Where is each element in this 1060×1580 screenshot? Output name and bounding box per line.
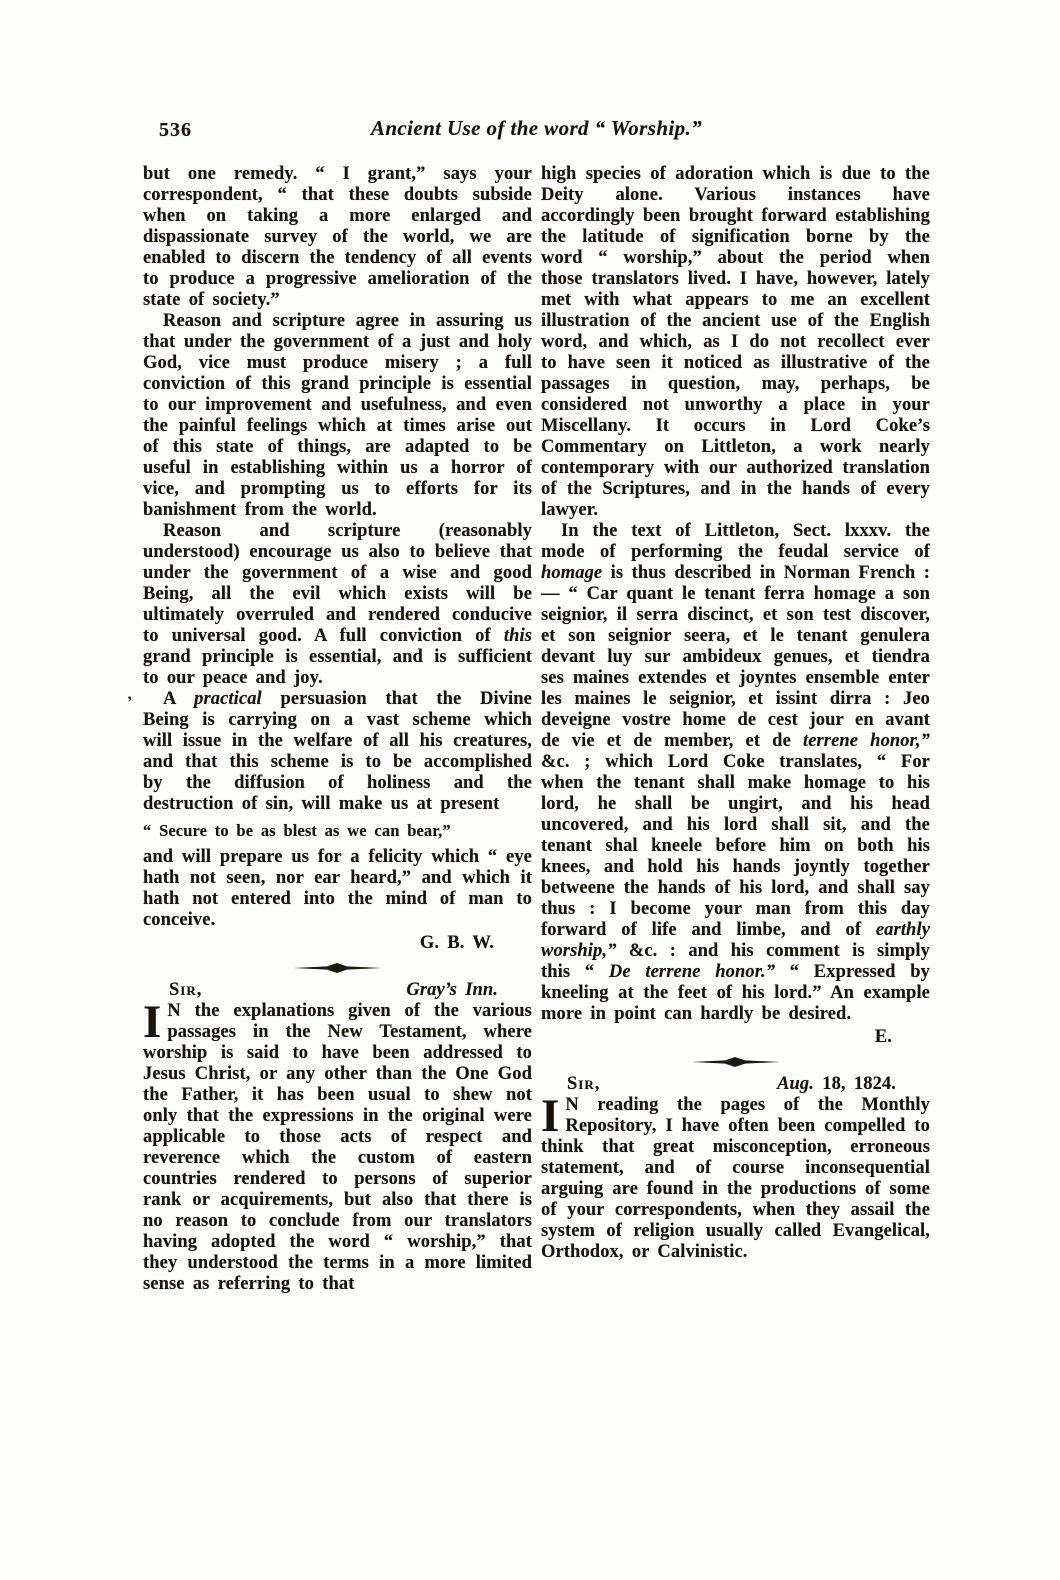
italic-text: De terrene honor.” xyxy=(608,962,776,982)
text-run: “ Secure to be as blest as we can bear,” xyxy=(143,821,451,840)
italic-text: homage xyxy=(541,563,603,583)
salutation-dateline xyxy=(777,1074,930,1095)
italic-text: Aug. xyxy=(777,1074,814,1094)
text-run: high species of adoration which is due to the Deity alone. Various instances have accordingly been brought forward establishing the latitude of signification borne by the word “ worship,” about the period when those translators lived. I have, however, lately met with what appears to me an excellent illustration of the ancient use of the English word, and which, as I do not recollect ever to have seen it noticed as illustrative of the passages in question, may, perhaps, be considered not unworthy a place in your Miscellany. It occurs in Lord Coke’s Commentary on Littleton, a work nearly contemporary with our authorized translation of the Scriptures, and in the hands of every lawyer. xyxy=(541,164,930,520)
salutation-dateline xyxy=(406,980,532,1001)
paragraph xyxy=(143,164,532,311)
text-run: G. B. W. xyxy=(419,933,494,953)
paragraph xyxy=(143,311,532,521)
italic-text: this xyxy=(503,626,532,646)
paragraph xyxy=(541,521,930,1025)
text-run: Reason and scripture (reasonably understood) encourage us also to believe that under the government of a wise and good Being, all the evil which exists will be ultimately overruled and rendered conducive to universal good. A full conviction of xyxy=(143,521,532,646)
verse-quote xyxy=(143,820,532,841)
italic-text: practical xyxy=(194,689,262,709)
right-column xyxy=(541,164,930,1295)
salutation xyxy=(143,980,532,1001)
text-run: Reason and scripture agree in assuring us that under the government of a just and holy God, vice must produce misery ; a full conviction of this grand principle is essential to our improvement and usefulness, and even the painful feelings which at times arise out of this state of things, are adapted to be useful in establishing within us a horror of vice, and prompting us to efforts for its banishment from the world. xyxy=(143,311,532,520)
italic-text: earthly worship,” xyxy=(541,920,930,961)
ink-artifact: ’ xyxy=(126,693,135,712)
drop-cap: I xyxy=(541,1090,560,1142)
signature xyxy=(143,933,532,954)
salutation xyxy=(541,1074,930,1095)
text-run: 18, 1824. xyxy=(814,1074,896,1094)
section-divider xyxy=(541,1057,930,1067)
text-run: &c. : and his comment is simply this “ xyxy=(541,941,930,982)
two-column-layout xyxy=(143,164,930,1295)
signature xyxy=(541,1027,930,1048)
italic-text: Gray’s Inn. xyxy=(406,980,498,1000)
drop-cap: I xyxy=(143,996,162,1048)
paragraph xyxy=(143,996,532,1295)
section-divider xyxy=(143,963,532,973)
swelled-rule-icon xyxy=(294,963,382,973)
page-content xyxy=(143,116,930,1295)
text-run: N the explanations given of the various passages in the New Testament, where worship is said to have been addressed to Jesus Christ, or any other than the One God the Father, it has been usual to shew not only that the expressions in the original were applicable to those acts of respect and reverence which the custom of eastern countries rendered to persons of superior rank or acquirements, but also that there is no reason to conclude from our translators having adopted the word “ worship,” that they understood the terms in a more limited sense as referring to that xyxy=(143,1001,532,1294)
salutation-addressee: Sir, xyxy=(169,980,203,1000)
text-run: N reading the pages of the Monthly Repository, I have often been compelled to think that great misconception, erroneous statement, and of course inconsequential arguing are found in the productions of some of your correspondents, when they assail the system of religion usually called Evangelical, Orthodox, or Calvinistic. xyxy=(541,1095,930,1262)
text-run: E. xyxy=(874,1027,892,1047)
page-title: Ancient Use of the word “ Worship.” xyxy=(370,116,703,140)
text-run: is thus described in Norman French :— “ Car quant le tenant ferra homage a son seignior, il serra discinct, et son test discover, et son seignior seera, et le tenant genulera devant luy sur ambideux genues, et tiendra ses maines extendes et joyntes ensemble enter les maines le seignior, et issint dirra : Jeo deveigne vostre home de cest jour en avant de vie et de member, et de xyxy=(541,563,930,751)
swelled-rule-icon xyxy=(692,1057,780,1067)
page-header xyxy=(143,116,930,150)
paragraph xyxy=(143,847,532,931)
paragraph xyxy=(541,164,930,521)
text-run: grand principle is essential, and is sufficient to our peace and joy. xyxy=(143,647,532,688)
paragraph xyxy=(143,689,532,815)
text-run: and will prepare us for a felicity which “ eye hath not seen, nor ear heard,” and which it hath not entered into the mind of man to conceive. xyxy=(143,847,532,930)
paragraph xyxy=(541,1090,930,1263)
salutation-addressee: Sir, xyxy=(567,1074,601,1094)
text-run: In the text of Littleton, Sect. lxxxv. the mode of performing the feudal service of xyxy=(541,521,930,562)
text-run: “ Expressed by kneeling at the feet of his lord.” An example more in point can hardly be desired. xyxy=(541,962,930,1024)
page-number: 536 xyxy=(159,119,192,141)
paragraph xyxy=(143,521,532,689)
italic-text: terrene honor,” xyxy=(802,731,931,751)
text-run: A xyxy=(163,689,195,709)
left-column xyxy=(143,164,532,1295)
text-run: &c. ; which Lord Coke translates, “ For when the tenant shall make homage to his lord, he shall be ungirt, and his head uncovered, and his lord shall sit, and the tenant shal kneele before him on both his knees, and hold his hands joyntly together betweene the hands of his lord, and shall say thus : I become your man from this day forward of life and limbe, and of xyxy=(541,752,930,940)
text-run: persuasion that the Divine Being is carrying on a vast scheme which will issue in the welfare of all his creatures, and that this scheme is to be accomplished by the diffusion of holiness and the destruction of sin, will make us at present xyxy=(143,689,532,814)
text-run: but one remedy. “ I grant,” says your correspondent, “ that these doubts subside when on taking a more enlarged and dispassionate survey of the world, we are enabled to discern the tendency of all events to produce a progressive amelioration of the state of society.” xyxy=(143,164,532,310)
